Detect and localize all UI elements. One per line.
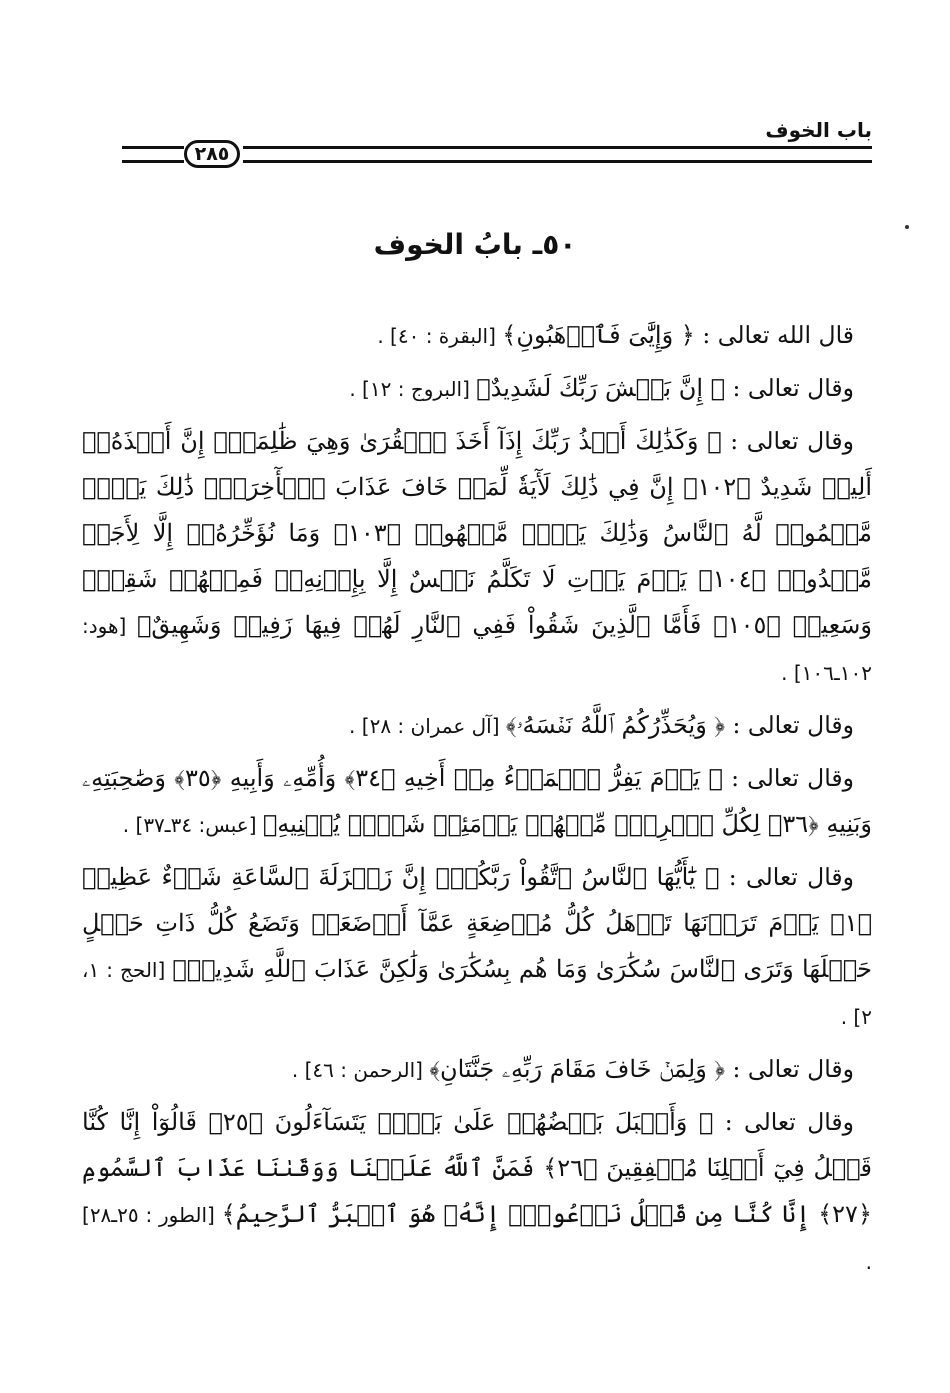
verse-intro: وقال تعالى : [719, 863, 854, 891]
quran-verse: ﴿ وَإِيَّٰىَ فَٱرۡهَبُونِ﴾ [502, 321, 695, 349]
verse-reference: [البروج : ١٢] . [349, 377, 477, 401]
verse-reference: [البقرة : ٤٠] . [377, 324, 503, 348]
verse-reference: [الطور : ٢٥ـ٢٨] . [82, 1203, 872, 1274]
chapter-body [82, 312, 872, 1291]
page-number: ٢٨٥ [184, 140, 240, 168]
verse-reference: [عبس: ٣٤ـ٣٧] . [122, 813, 263, 837]
verse-paragraph [82, 1099, 872, 1285]
verse-reference: [الحج : ١، ٢] . [82, 958, 872, 1029]
verse-reference: [الرحمن : ٤٦] . [291, 1058, 430, 1082]
quran-verse: ﴿ وَأَقۡبَلَ بَعۡضُهُمۡ عَلَىٰ بَعۡضٖ يَتَسَآءَلُونَ ﴿٢٥﴾ قَالُوٓاْ إِنَّا كُنَّا قَبۡلُ فِيٓ أَهۡلِنَا مُشۡفِقِينَ ﴿٢٦﴾ فَمَنَّ ٱللَّهُ عَلَيۡنَا وَوَقَىٰنَا عَذَابَ ٱلسَّمُومِ ﴿٢٧﴾ إِنَّا كُنَّا مِن قَبۡلُ نَدۡعُوهُۖ إِنَّهُۥ هُوَ ٱلۡبَرُّ ٱلرَّحِيمُ﴾ [82, 1108, 872, 1228]
header-rule [122, 146, 184, 163]
quran-verse: ﴿ وَيُحَذِّرُكُمُ ٱللَّهُ نَفۡسَهُۥ﴾ [505, 711, 726, 739]
chapter-title: ٥٠ـ بابُ الخوف [373, 228, 577, 261]
verse-paragraph [82, 854, 872, 1040]
verse-intro: وقال تعالى : [713, 1108, 855, 1136]
verse-paragraph [82, 1046, 872, 1093]
verse-reference: [آل عمران : ٢٨] . [349, 714, 506, 738]
verse-paragraph [82, 365, 872, 412]
verse-paragraph [82, 312, 872, 359]
verse-intro: قال الله تعالى : [694, 321, 854, 349]
verse-intro: وقال تعالى : [725, 1055, 854, 1083]
verse-reference: [هود: ١٠٢ـ١٠٦] . [82, 614, 872, 685]
header-rule [243, 146, 872, 163]
verse-intro: وقال تعالى : [721, 427, 854, 455]
quran-verse: ﴿ وَكَذَٰلِكَ أَخۡذُ رَبِّكَ إِذَآ أَخَذَ ٱلۡقُرَىٰ وَهِيَ ظَٰلِمَةٌۚ إِنَّ أَخۡذَهُۥٓ أَلِيمٞ شَدِيدٌ ﴿١٠٢﴾ إِنَّ فِي ذَٰلِكَ لَأٓيَةٗ لِّمَنۡ خَافَ عَذَابَ ٱلۡأٓخِرَةِۚ ذَٰلِكَ يَوۡمٞ مَّجۡمُوعٞ لَّهُ ٱلنَّاسُ وَذَٰلِكَ يَوۡمٞ مَّشۡهُودٞ ﴿١٠٣﴾ وَمَا نُؤَخِّرُهُۥٓ إِلَّا لِأَجَلٖ مَّعۡدُودٖ ﴿١٠٤﴾ يَوۡمَ يَأۡتِ لَا تَكَلَّمُ نَفۡسٌ إِلَّا بِإِذۡنِهِۦۚ فَمِنۡهُمۡ شَقِيّٞ وَسَعِيدٞ ﴿١٠٥﴾ فَأَمَّا ٱلَّذِينَ شَقُواْ فَفِي ٱلنَّارِ لَهُمۡ فِيهَا زَفِيرٞ وَشَهِيقٌ﴾ [82, 427, 873, 639]
verse-intro: وقال تعالى : [722, 764, 854, 792]
verse-intro: وقال تعالى : [725, 711, 854, 739]
quran-verse: ﴿ وَلِمَنۡ خَافَ مَقَامَ رَبِّهِۦ جَنَّتَانِ﴾ [429, 1055, 726, 1083]
quran-verse: ﴿ يَوۡمَ يَفِرُّ ٱلۡمَرۡءُ مِنۡ أَخِيهِ ﴿٣٤﴾ وَأُمِّهِۦ وَأَبِيهِ ﴿٣٥﴾ وَصَٰحِبَتِهِۦ وَبَنِيهِ ﴿٣٦﴾ لِكُلِّ ٱمۡرِيٕٖ مِّنۡهُمۡ يَوۡمَئِذٖ شَأۡنٞ يُغۡنِيهِ﴾ [82, 764, 872, 838]
verse-paragraph [82, 702, 872, 749]
quran-verse: ﴿ يَٰٓأَيُّهَا ٱلنَّاسُ ٱتَّقُواْ رَبَّكُمۡۚ إِنَّ زَلۡزَلَةَ ٱلسَّاعَةِ شَيۡءٌ عَظِيمٞ ﴿١﴾ يَوۡمَ تَرَوۡنَهَا تَذۡهَلُ كُلُّ مُرۡضِعَةٍ عَمَّآ أَرۡضَعَتۡ وَتَضَعُ كُلُّ ذَاتِ حَمۡلٍ حَمۡلَهَا وَتَرَى ٱلنَّاسَ سُكَٰرَىٰ وَمَا هُم بِسُكَٰرَىٰ وَلَٰكِنَّ عَذَابَ ٱللَّهِ شَدِيدٞ﴾ [82, 863, 873, 983]
verse-paragraph [82, 418, 872, 696]
verse-intro: وقال تعالى : [725, 374, 854, 402]
verse-paragraph [82, 755, 872, 848]
quran-verse: ﴿ إِنَّ بَطۡشَ رَبِّكَ لَشَدِيدٌ﴾ [476, 374, 726, 402]
running-title: باب الخوف [765, 118, 872, 142]
